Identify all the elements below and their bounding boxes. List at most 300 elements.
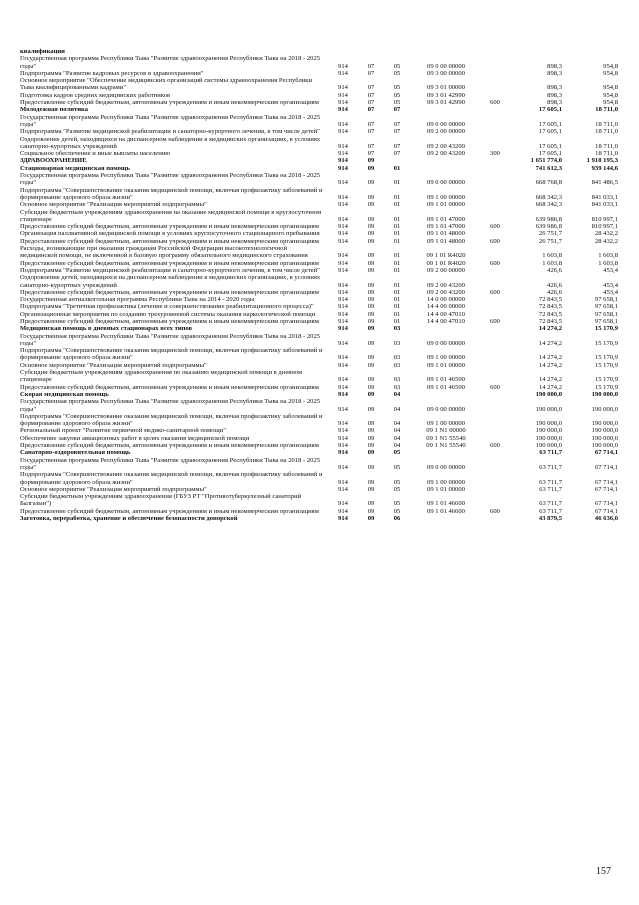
amount-year-1: 1 651 774,0: [530, 157, 562, 165]
target-article-code: 09 0 00 00000: [427, 120, 465, 128]
target-article-code: 09 2 00 00000: [427, 266, 465, 274]
amount-year-1: 14 274,2: [538, 354, 562, 362]
admin-code: 914: [338, 281, 348, 289]
expense-type-code: [482, 362, 508, 369]
row-name: Подпрограмма "Совершенствование оказания медицинской помощи, включая профилактику заболеваний и формирование здорового образа жизни": [20, 471, 323, 486]
subsection-code: 01: [393, 259, 401, 267]
admin-code: 914: [338, 339, 348, 347]
row-name: Оздоровление детей, находящихся на диспансерном наблюдении в медицинских организациях, в условиях санаторно-курортных учреждений: [20, 274, 321, 289]
amount-year-1: 17 605,1: [538, 128, 562, 136]
target-article-code: [410, 515, 482, 522]
target-article-code: 09 2 00 43200: [427, 150, 465, 158]
budget-table: [20, 48, 620, 522]
subsection-code: 04: [393, 442, 401, 450]
admin-code: 914: [338, 376, 348, 384]
subsection-code: 05: [393, 91, 401, 99]
section-code: 09: [367, 179, 375, 187]
table-row: [20, 92, 620, 99]
subsection-code: 01: [393, 252, 401, 260]
table-row: [20, 398, 620, 413]
table-row: [20, 427, 620, 434]
subsection-code: 04: [393, 434, 401, 442]
table-row: [20, 128, 620, 135]
amount-year-1: 63 711,7: [539, 485, 562, 493]
amount-year-1: 741 612,3: [535, 164, 562, 172]
row-name: Государственная программа Республики Тыва "Развитие здравоохранения Республики Тыва на 2018 - 2025 годы": [20, 172, 321, 187]
amount-year-2: 67 714,1: [594, 449, 618, 457]
section-code: 09: [367, 317, 375, 325]
expense-type-code: [482, 311, 508, 318]
target-article-code: 09 1 N1 55540: [426, 442, 466, 450]
amount-year-2: 810 997,1: [591, 215, 618, 223]
section-code: 07: [367, 62, 375, 70]
expense-type-code: [482, 114, 508, 129]
section-code: 09: [367, 478, 375, 486]
section-code: 09: [367, 515, 375, 522]
subsection-code: 07: [393, 128, 401, 136]
target-article-code: 09 1 N1 00000: [426, 427, 466, 435]
subsection-code: 06: [393, 515, 401, 522]
section-code: 07: [367, 142, 375, 150]
expense-type-code: 600: [490, 223, 500, 231]
amount-year-1: 190 000,0: [535, 390, 562, 398]
table-row: [20, 260, 620, 267]
amount-year-1: 17 605,1: [538, 106, 562, 114]
target-article-code: 09 1 01 47000: [427, 215, 465, 223]
target-article-code: 09 1 01 46500: [427, 383, 465, 391]
target-article-code: [410, 157, 482, 164]
row-name: Организационные мероприятия по созданию трехуровневой системы оказания наркологической помощи: [20, 310, 316, 318]
expense-type-code: [482, 267, 508, 274]
amount-year-2: 15 170,9: [594, 354, 618, 362]
expense-type-code: 600: [490, 237, 500, 245]
expense-type-code: [482, 391, 508, 398]
table-row: [20, 172, 620, 187]
amount-year-1: 17 605,1: [538, 120, 562, 128]
amount-year-1: 426,6: [547, 288, 562, 296]
admin-code: 914: [338, 150, 348, 158]
subsection-code: 01: [393, 237, 401, 245]
expense-type-code: [482, 303, 508, 310]
amount-year-2: 841 486,5: [591, 179, 618, 187]
expense-type-code: [482, 449, 508, 456]
table-row: [20, 296, 620, 303]
amount-year-1: 639 986,8: [535, 223, 562, 231]
target-article-code: 14 4 00 47010: [427, 317, 465, 325]
expense-type-code: [482, 435, 508, 442]
expense-type-code: [482, 55, 508, 70]
expense-type-code: 600: [490, 317, 500, 325]
amount-year-1: 17 605,1: [538, 142, 562, 150]
amount-year-2: 15 170,9: [594, 339, 618, 347]
expense-type-code: [482, 493, 508, 508]
target-article-code: 09 2 00 00000: [427, 128, 465, 136]
page-number: 157: [596, 866, 611, 877]
amount-year-2: 18 711,0: [595, 120, 618, 128]
row-name: Предоставление субсидий бюджетным, автономным учреждениям и иным некоммерческим организациям: [20, 99, 319, 107]
amount-year-1: 63 711,7: [539, 478, 562, 486]
amount-year-2: 97 658,1: [594, 310, 618, 318]
amount-year-2: 954,8: [603, 62, 618, 70]
table-row: [20, 99, 620, 106]
expense-type-code: [482, 333, 508, 348]
row-name: Основное мероприятие "Реализация мероприятий подпрограммы": [20, 361, 207, 369]
table-row: [20, 515, 620, 522]
subsection-code: 01: [393, 230, 401, 238]
expense-type-code: 600: [490, 259, 500, 267]
amount-year-1: 668 342,3: [535, 201, 562, 209]
amount-year-1: 639 986,8: [535, 215, 562, 223]
section-code: 09: [367, 507, 375, 515]
expense-type-code: 600: [490, 383, 500, 391]
admin-code: 914: [338, 128, 348, 136]
amount-year-1: 26 751,7: [538, 237, 562, 245]
amount-year-2: 18 711,0: [595, 142, 618, 150]
amount-year-2: 190 000,0: [591, 427, 618, 435]
expense-type-code: 600: [490, 507, 500, 515]
row-name: Подпрограмма "Совершенствование оказания медицинской помощи, включая профилактику заболеваний и формирование здорового образа жизни": [20, 186, 323, 201]
row-name: Подпрограмма "Совершенствование оказания медицинской помощи, включая профилактику заболеваний и формирование здорового образа жизни": [20, 412, 323, 428]
table-row: [20, 508, 620, 515]
subsection-code: [384, 157, 410, 164]
subsection-code: 04: [393, 390, 401, 398]
subsection-code: 01: [393, 215, 401, 223]
section-code: 07: [367, 120, 375, 128]
admin-code: 914: [338, 325, 348, 333]
subsection-code: 03: [393, 354, 401, 362]
table-row: [20, 369, 620, 384]
section-code: 09: [367, 296, 375, 304]
target-article-code: 09 0 00 00000: [427, 463, 465, 471]
admin-code: 914: [338, 157, 348, 165]
subsection-code: 01: [393, 193, 401, 201]
amount-year-1: 190 000,0: [535, 434, 562, 442]
row-name: Государственная программа Республики Тыва "Развитие здравоохранения Республики Тыва на 2018 - 2025 годы": [20, 332, 321, 347]
section-code: 09: [367, 310, 375, 318]
expense-type-code: [482, 274, 508, 289]
admin-code: 914: [338, 303, 348, 311]
table-row: [20, 384, 620, 391]
amount-year-2: 453,4: [603, 288, 618, 296]
table-row: [20, 267, 620, 274]
row-name: Подготовка кадров средних медицинских работников: [20, 91, 171, 99]
amount-year-2: 190 000,0: [591, 442, 618, 450]
amount-year-1: 63 711,7: [539, 449, 562, 457]
target-article-code: 09 1 00 00000: [427, 354, 465, 362]
section-code: 09: [367, 303, 375, 311]
section-code: 09: [367, 420, 375, 428]
admin-code: 914: [338, 259, 348, 267]
target-article-code: [410, 48, 482, 55]
amount-year-1: 190 000,0: [535, 405, 562, 413]
expense-type-code: [482, 172, 508, 187]
target-article-code: 09 1 01 00000: [427, 201, 465, 209]
expense-type-code: [482, 325, 508, 332]
amount-year-1: 190 000,0: [535, 420, 562, 428]
subsection-code: 04: [393, 420, 401, 428]
amount-year-1: 668 342,3: [535, 193, 562, 201]
expense-type-code: [482, 77, 508, 92]
section-code: 07: [367, 99, 375, 107]
table-row: [20, 325, 620, 332]
amount-year-2: 939 144,6: [591, 164, 618, 172]
section-code: 07: [367, 91, 375, 99]
subsection-code: 05: [393, 99, 401, 107]
row-name: Социальное обеспечение и иные выплаты населению: [20, 150, 171, 158]
table-row: [20, 413, 620, 428]
expense-type-code: 600: [490, 288, 500, 296]
subsection-code: 05: [393, 485, 401, 493]
target-article-code: 09 1 01 00000: [427, 361, 465, 369]
expense-type-code: 600: [490, 99, 500, 107]
row-name: Предоставление субсидий бюджетным, автономным учреждениям и иным некоммерческим организациям: [20, 223, 319, 231]
section-code: 09: [367, 354, 375, 362]
admin-code: 914: [338, 383, 348, 391]
admin-code: 914: [338, 106, 348, 114]
expense-type-code: [482, 165, 508, 172]
amount-year-1: 426,6: [547, 266, 562, 274]
section-code: 09: [367, 259, 375, 267]
amount-year-1: 63 711,7: [539, 507, 562, 515]
subsection-code: 01: [393, 303, 401, 311]
row-name: Основное мероприятие "Реализация мероприятий подпрограммы": [20, 201, 207, 209]
amount-year-1: 17 605,1: [538, 150, 562, 158]
amount-year-1: 190 000,0: [535, 442, 562, 450]
admin-code: 914: [338, 296, 348, 304]
amount-year-2: 67 714,1: [594, 485, 618, 493]
section-code: 09: [367, 485, 375, 493]
table-row: [20, 55, 620, 70]
row-name: Подпрограмма "Развитие медицинской реабилитации и санаторно-курортного лечения, в том числе детей": [20, 266, 320, 274]
admin-code: 914: [338, 485, 348, 493]
expense-type-code: [482, 369, 508, 384]
row-name: Обеспечение закупки авиационных работ в целях оказания медицинской помощи: [20, 434, 250, 442]
admin-code: 914: [338, 193, 348, 201]
admin-code: 914: [338, 420, 348, 428]
amount-year-2: 67 714,1: [594, 463, 618, 471]
subsection-code: 03: [393, 361, 401, 369]
table-row: [20, 165, 620, 172]
amount-year-1: 72 843,5: [538, 310, 562, 318]
subsection-code: 01: [393, 179, 401, 187]
section-code: [358, 48, 384, 55]
target-article-code: 09 1 00 00000: [427, 478, 465, 486]
table-row: [20, 303, 620, 310]
admin-code: 914: [338, 442, 348, 450]
amount-year-2: 15 170,9: [594, 361, 618, 369]
section-code: 09: [367, 376, 375, 384]
amount-year-2: 1 918 195,3: [586, 157, 618, 165]
expense-type-code: [482, 413, 508, 428]
expense-type-code: [482, 187, 508, 202]
table-row: [20, 245, 620, 260]
section-code: 09: [367, 449, 375, 457]
subsection-code: 01: [393, 281, 401, 289]
expense-type-code: [482, 427, 508, 434]
row-name: Подпрограмма "Развитие кадровых ресурсов в здравоохранении": [20, 69, 204, 77]
admin-code: 914: [338, 390, 348, 398]
amount-year-2: [564, 48, 620, 55]
admin-code: 914: [338, 69, 348, 77]
section-code: 09: [367, 237, 375, 245]
amount-year-2: 46 636,0: [594, 515, 618, 522]
table-row: [20, 311, 620, 318]
row-name: Молодежная политика: [20, 106, 89, 114]
subsection-code: 01: [393, 288, 401, 296]
amount-year-2: 954,8: [603, 99, 618, 107]
section-code: 09: [367, 390, 375, 398]
section-code: 09: [367, 500, 375, 508]
admin-code: 914: [338, 164, 348, 172]
admin-code: 914: [338, 62, 348, 70]
row-name: Предоставление субсидий бюджетным, автономным учреждениям и иным некоммерческим организациям: [20, 317, 319, 325]
row-name: Предоставление субсидий бюджетным, автономным учреждениям и иным некоммерческим организациям: [20, 259, 319, 267]
admin-code: 914: [338, 179, 348, 187]
amount-year-1: 898,3: [547, 99, 562, 107]
row-name: Подпрограмма "Третичная профилактика (лечение и совершенствование реабилитационного процесса)": [20, 303, 314, 311]
table-row: [20, 391, 620, 398]
admin-code: 914: [338, 215, 348, 223]
table-row: [20, 347, 620, 362]
target-article-code: 09 1 00 00000: [427, 420, 465, 428]
admin-code: 914: [338, 317, 348, 325]
subsection-code: 05: [393, 500, 401, 508]
table-body: [20, 48, 620, 522]
target-article-code: 14 0 00 00000: [427, 296, 465, 304]
amount-year-2: 190 000,0: [591, 390, 618, 398]
section-code: 09: [367, 325, 375, 333]
section-code: 09: [367, 442, 375, 450]
row-name: Стационарная медицинская помощь: [20, 164, 130, 172]
subsection-code: 05: [393, 449, 401, 457]
amount-year-1: 898,3: [547, 62, 562, 70]
row-name: Предоставление субсидий бюджетным, автономным учреждениям и иным некоммерческим организациям: [20, 383, 319, 391]
amount-year-1: 14 274,2: [538, 383, 562, 391]
table-row: [20, 77, 620, 92]
section-code: 07: [367, 69, 375, 77]
amount-year-2: 67 714,1: [594, 478, 618, 486]
amount-year-2: 15 170,9: [594, 325, 618, 333]
amount-year-1: 898,3: [547, 91, 562, 99]
target-article-code: 09 1 01 00000: [427, 485, 465, 493]
section-code: 09: [367, 201, 375, 209]
table-row: [20, 274, 620, 289]
amount-year-2: 453,4: [603, 266, 618, 274]
target-article-code: [410, 449, 482, 456]
target-article-code: 09 3 00 00000: [427, 69, 465, 77]
amount-year-2: 15 170,9: [594, 383, 618, 391]
subsection-code: 01: [393, 266, 401, 274]
admin-code: 914: [338, 515, 348, 522]
amount-year-2: 810 997,1: [591, 223, 618, 231]
admin-code: 914: [338, 237, 348, 245]
table-row: [20, 289, 620, 296]
table-row: [20, 209, 620, 224]
target-article-code: 09 0 00 00000: [427, 405, 465, 413]
section-code: 09: [367, 339, 375, 347]
section-code: 09: [367, 405, 375, 413]
section-code: 09: [367, 463, 375, 471]
amount-year-2: 28 432,2: [594, 237, 618, 245]
expense-type-code: [482, 201, 508, 208]
amount-year-2: 1 603,8: [598, 252, 618, 260]
target-article-code: [410, 391, 482, 398]
target-article-code: 09 1 01 46600: [427, 500, 465, 508]
subsection-code: 01: [393, 310, 401, 318]
section-code: 07: [367, 106, 375, 114]
admin-code: 914: [338, 478, 348, 486]
expense-type-code: [482, 106, 508, 113]
admin-code: 914: [338, 223, 348, 231]
expense-type-code: 300: [490, 150, 500, 158]
subsection-code: 03: [393, 376, 401, 384]
subsection-code: 01: [393, 223, 401, 231]
section-code: 09: [367, 281, 375, 289]
table-row: [20, 70, 620, 77]
target-article-code: 09 3 01 42990: [427, 99, 465, 107]
amount-year-1: 898,3: [547, 84, 562, 92]
amount-year-1: 63 711,7: [539, 463, 562, 471]
expense-type-code: [482, 92, 508, 99]
subsection-code: 01: [393, 164, 401, 172]
admin-code: 914: [338, 434, 348, 442]
row-name: Скорая медицинская помощь: [20, 390, 109, 398]
amount-year-2: 1 603,8: [598, 259, 618, 267]
amount-year-2: 954,8: [603, 84, 618, 92]
table-row: [20, 136, 620, 151]
amount-year-1: 43 879,5: [538, 515, 562, 522]
row-name: Оздоровление детей, находящихся на диспансерном наблюдении в медицинских организациях, в условиях санаторно-курортных учреждений: [20, 135, 321, 150]
admin-code: 914: [338, 361, 348, 369]
section-code: 07: [367, 84, 375, 92]
table-row: [20, 435, 620, 442]
table-row: [20, 201, 620, 208]
row-name: Подпрограмма "Совершенствование оказания медицинской помощи, включая профилактику заболеваний и формирование здорового образа жизни": [20, 347, 323, 362]
table-row: [20, 187, 620, 202]
subsection-code: 05: [393, 507, 401, 515]
expense-type-code: [482, 48, 508, 55]
row-name: Заготовка, переработка, хранение и обеспечение безопасности донорской: [20, 515, 238, 522]
table-row: [20, 457, 620, 472]
row-name: Предоставление субсидий бюджетным, автономным учреждениям и иным некоммерческим организациям: [20, 288, 319, 296]
admin-code: 914: [338, 91, 348, 99]
table-row: [20, 157, 620, 164]
admin-code: 914: [338, 427, 348, 435]
subsection-code: 05: [393, 478, 401, 486]
subsection-code: 05: [393, 463, 401, 471]
target-article-code: [410, 165, 482, 172]
row-name: Субсидии бюджетным учреждениям здравоохранения по оказанию медицинской помощи в дневном стационаре: [20, 369, 303, 384]
target-article-code: 09 2 00 43200: [427, 142, 465, 150]
subsection-code: 01: [393, 317, 401, 325]
admin-code: 914: [338, 405, 348, 413]
expense-type-code: [482, 209, 508, 224]
amount-year-2: 28 432,2: [594, 230, 618, 238]
section-code: 09: [367, 230, 375, 238]
subsection-code: 05: [393, 84, 401, 92]
expense-type-code: [482, 157, 508, 164]
amount-year-1: 63 711,7: [539, 500, 562, 508]
row-name: Государственная программа Республики Тыва "Развитие здравоохранения Республики Тыва на 2018 - 2025 годы": [20, 398, 321, 413]
section-code: 09: [367, 434, 375, 442]
admin-code: 914: [338, 120, 348, 128]
amount-year-2: 841 033,1: [591, 201, 618, 209]
row-name: Основное мероприятие "Реализация мероприятий подпрограммы": [20, 485, 207, 493]
expense-type-code: [482, 398, 508, 413]
expense-type-code: [482, 515, 508, 522]
admin-code: 914: [338, 99, 348, 107]
target-article-code: 09 1 01 47000: [427, 223, 465, 231]
